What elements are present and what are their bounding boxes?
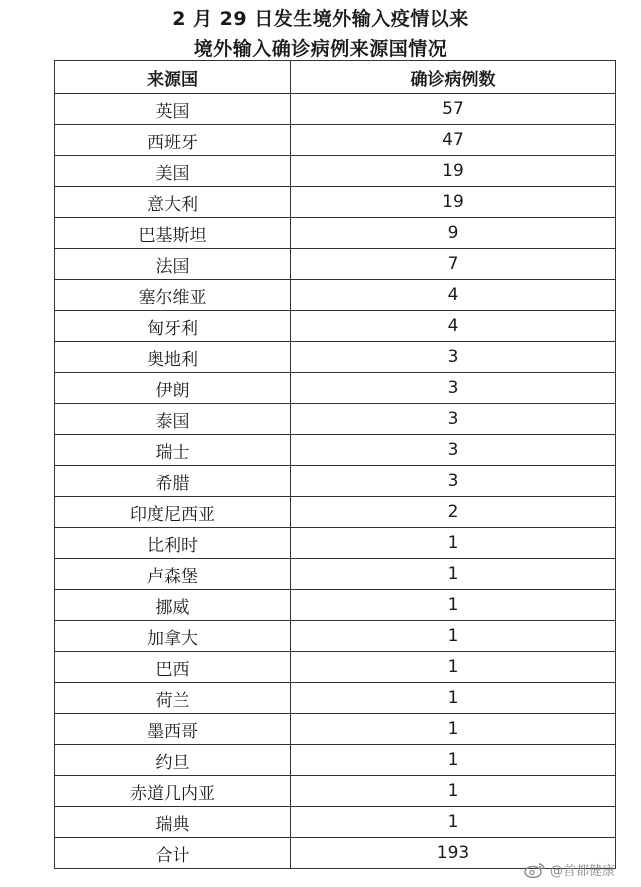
cases-cell: 4 xyxy=(291,311,616,342)
cases-cell: 3 xyxy=(291,342,616,373)
cases-cell: 3 xyxy=(291,435,616,466)
cases-cell: 1 xyxy=(291,683,616,714)
cases-cell: 3 xyxy=(291,466,616,497)
country-cell: 塞尔维亚 xyxy=(55,280,291,311)
cases-cell: 3 xyxy=(291,404,616,435)
table-row xyxy=(55,559,616,590)
table-row xyxy=(55,652,616,683)
country-cell: 希腊 xyxy=(55,466,291,497)
cases-cell: 2 xyxy=(291,497,616,528)
cases-cell: 57 xyxy=(291,94,616,125)
cases-cell: 1 xyxy=(291,621,616,652)
table-row xyxy=(55,342,616,373)
table-row xyxy=(55,683,616,714)
table-row xyxy=(55,125,616,156)
table-row xyxy=(55,466,616,497)
table-row xyxy=(55,187,616,218)
country-cell: 西班牙 xyxy=(55,125,291,156)
country-cell: 意大利 xyxy=(55,187,291,218)
table-row xyxy=(55,714,616,745)
table-row xyxy=(55,497,616,528)
cases-cell: 19 xyxy=(291,156,616,187)
header-country: 来源国 xyxy=(55,61,291,94)
country-cell: 英国 xyxy=(55,94,291,125)
cases-table xyxy=(54,60,616,869)
country-cell: 加拿大 xyxy=(55,621,291,652)
table-row xyxy=(55,94,616,125)
cases-cell: 1 xyxy=(291,590,616,621)
cases-cell: 47 xyxy=(291,125,616,156)
table-row xyxy=(55,404,616,435)
country-cell: 荷兰 xyxy=(55,683,291,714)
country-cell: 约旦 xyxy=(55,745,291,776)
table-row xyxy=(55,807,616,838)
country-cell: 印度尼西亚 xyxy=(55,497,291,528)
cases-cell: 1 xyxy=(291,745,616,776)
country-cell: 瑞典 xyxy=(55,807,291,838)
table-row xyxy=(55,776,616,807)
total-label: 合计 xyxy=(55,838,291,869)
country-cell: 赤道几内亚 xyxy=(55,776,291,807)
country-cell: 伊朗 xyxy=(55,373,291,404)
cases-cell: 1 xyxy=(291,807,616,838)
country-cell: 瑞士 xyxy=(55,435,291,466)
cases-cell: 4 xyxy=(291,280,616,311)
title-line-1: 2 月 29 日发生境外输入疫情以来 xyxy=(172,8,469,30)
header-cases: 确诊病例数 xyxy=(291,61,616,94)
table-row xyxy=(55,311,616,342)
header-row xyxy=(55,61,616,94)
country-cell: 挪威 xyxy=(55,590,291,621)
title-line-2: 境外输入确诊病例来源国情况 xyxy=(193,38,448,60)
country-cell: 泰国 xyxy=(55,404,291,435)
table-row xyxy=(55,745,616,776)
cases-cell: 1 xyxy=(291,714,616,745)
table-row xyxy=(55,218,616,249)
table-row xyxy=(55,590,616,621)
total-value: 193 xyxy=(291,838,616,869)
country-cell: 巴西 xyxy=(55,652,291,683)
weibo-icon xyxy=(524,862,546,878)
country-cell: 卢森堡 xyxy=(55,559,291,590)
cases-cell: 1 xyxy=(291,652,616,683)
cases-cell: 1 xyxy=(291,776,616,807)
watermark xyxy=(524,860,615,879)
table-row xyxy=(55,435,616,466)
table-row xyxy=(55,621,616,652)
cases-cell: 9 xyxy=(291,218,616,249)
cases-cell: 3 xyxy=(291,373,616,404)
country-cell: 美国 xyxy=(55,156,291,187)
cases-cell: 19 xyxy=(291,187,616,218)
country-cell: 法国 xyxy=(55,249,291,280)
watermark-text: @首都健康 xyxy=(550,864,616,879)
country-cell: 巴基斯坦 xyxy=(55,218,291,249)
table-row xyxy=(55,156,616,187)
cases-cell: 1 xyxy=(291,559,616,590)
country-cell: 墨西哥 xyxy=(55,714,291,745)
table-row xyxy=(55,373,616,404)
cases-cell: 1 xyxy=(291,528,616,559)
country-cell: 奥地利 xyxy=(55,342,291,373)
cases-cell: 7 xyxy=(291,249,616,280)
table-row xyxy=(55,280,616,311)
table-row xyxy=(55,249,616,280)
country-cell: 比利时 xyxy=(55,528,291,559)
table-row xyxy=(55,528,616,559)
country-cell: 匈牙利 xyxy=(55,311,291,342)
